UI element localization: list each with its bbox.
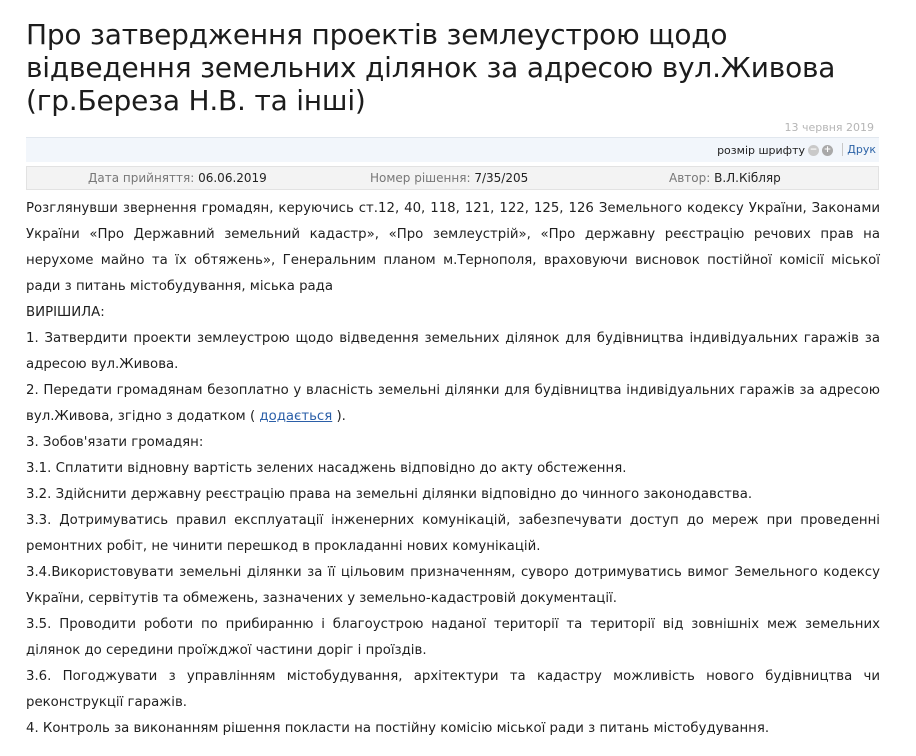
article-toolbar [26, 137, 879, 162]
font-size-control [717, 144, 833, 157]
decrease-font-icon[interactable]: − [809, 145, 818, 155]
intro-paragraph: Розглянувши звернення громадян, керуючись ст.12, 40, 118, 121, 122, 125, 126 Земельного кодексу України, Законами України «Про Державний земельний кадастр», «Про землеустрій», «Про державну реєстрацію речових прав на нерухоме майно та їх обтяжень», Генеральним планом м.Тернополя, враховуючи висновок постійної комісії міської ради з питань містобудування, міська рада [26, 201, 880, 294]
item-2 [26, 378, 880, 430]
author [669, 171, 781, 185]
publish-date: 13 червня 2019 [784, 121, 874, 134]
item-1: 1. Затвердити проекти землеустрою щодо відведення земельних ділянок для будівництва індивідуальних гаражів за адресою вул.Живова. [26, 331, 880, 372]
author-label: Автор: [669, 171, 711, 185]
article-body [26, 196, 880, 742]
author-value: В.Л.Кібляр [714, 171, 781, 185]
attachment-link[interactable]: додається [259, 409, 333, 424]
item-3-1: 3.1. Сплатити відновну вартість зелених насаджень відповідно до акту обстеження. [26, 461, 627, 476]
item-3-6: 3.6. Погоджувати з управлінням містобудування, архітектури та кадастру можливість нового будівництва чи реконструкції гаражів. [26, 669, 880, 710]
decision-number [370, 171, 528, 185]
font-size-label: розмір шрифту [717, 144, 805, 157]
decision-meta [26, 166, 879, 190]
item-3-2: 3.2. Здійснити державну реєстрацію права на земельні ділянки відповідно до чинного законодавства. [26, 487, 753, 502]
item-2-text: 2. Передати громадянам безоплатно у власність земельні ділянки для будівництва індивідуальних гаражів за адресою вул.Живова, згідно з додатком ( [26, 383, 880, 424]
decision-number-label: Номер рішення: [370, 171, 471, 185]
adoption-date-label: Дата прийняття: [88, 171, 195, 185]
item-3-4: 3.4.Використовувати земельні ділянки за її цільовим призначенням, суворо дотримуватись вимог Земельного кодексу України, сервітутів та обмежень, зазначених у земельно-кадастровій документації. [26, 565, 880, 606]
item-3-3: 3.3. Дотримуватись правил експлуатації інженерних комунікацій, забезпечувати доступ до мереж при проведенні ремонтних робіт, не чинити перешкод в прокладанні нових комунікацій. [26, 513, 880, 554]
adoption-date [88, 171, 267, 185]
print-link[interactable]: Друк [847, 143, 876, 156]
adoption-date-value: 06.06.2019 [198, 171, 267, 185]
item-4: 4. Контроль за виконанням рішення покласти на постійну комісію міської ради з питань містобудування. [26, 721, 770, 736]
decision-number-value: 7/35/205 [474, 171, 529, 185]
item-2-end: ). [336, 409, 346, 424]
item-3: 3. Зобов'язати громадян: [26, 435, 204, 450]
toolbar-divider [842, 143, 843, 156]
item-3-5: 3.5. Проводити роботи по прибиранню і благоустрою наданої території та території від зовнішніх меж земельних ділянок до середини проїжджої частини доріг і проїздів. [26, 617, 880, 658]
page-title: Про затвердження проектів землеустрою щодо відведення земельних ділянок за адресою вул.Живова (гр.Береза Н.В. та інші) [26, 18, 836, 117]
increase-font-icon[interactable]: + [823, 145, 832, 155]
resolved-heading: ВИРІШИЛА: [26, 305, 105, 320]
